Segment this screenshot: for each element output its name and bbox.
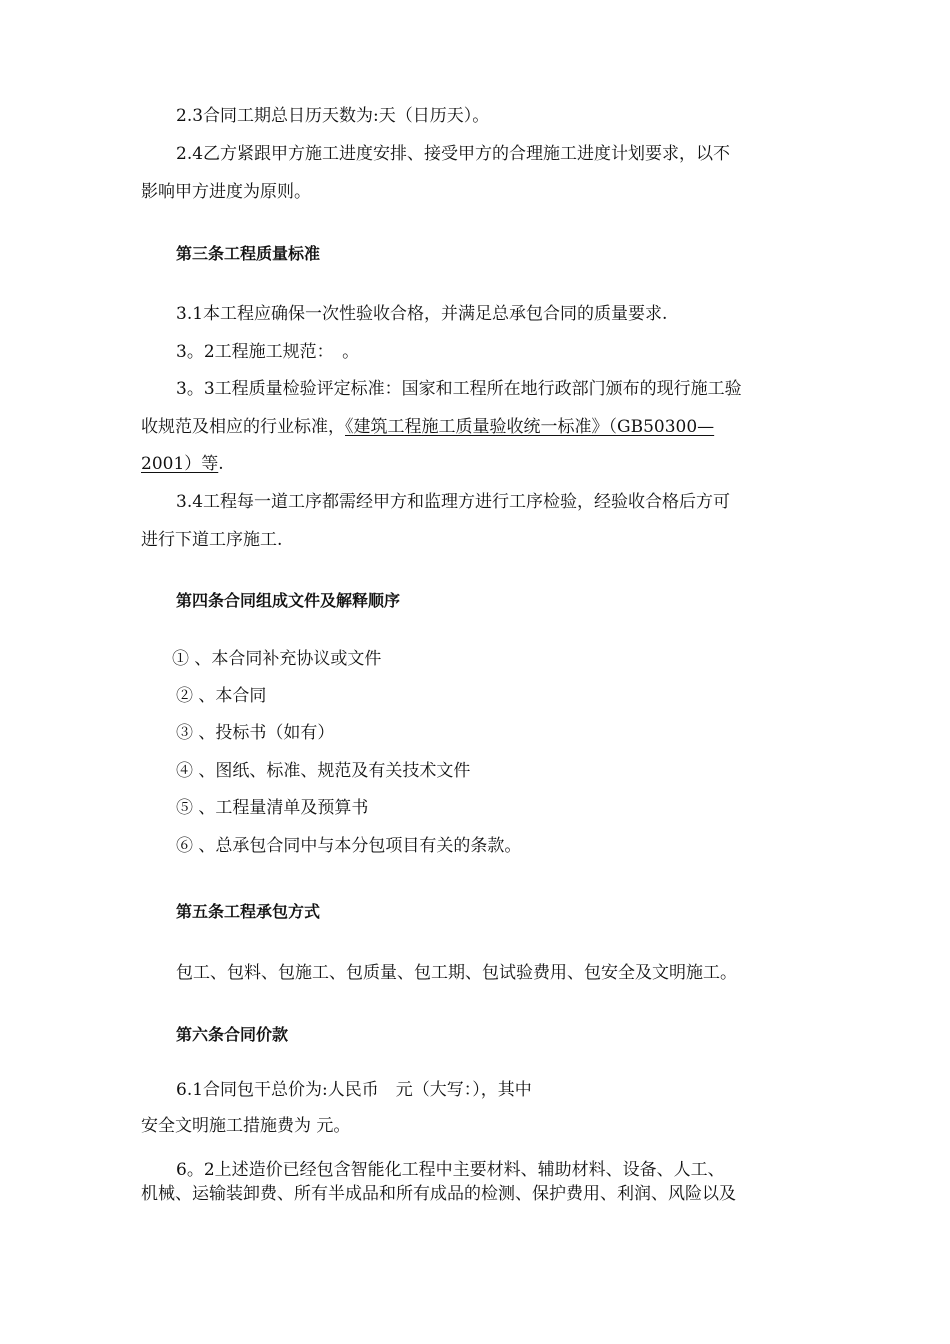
standard-reference-link[interactable]: 《建筑工程施工质量验收统一标准》（GB50300— <box>345 417 715 437</box>
clause-3-1: 3.1本工程应确保一次性验收合格，并满足总承包合同的质量要求. <box>176 304 668 324</box>
section-4-heading: 第四条合同组成文件及解释顺序 <box>176 591 401 610</box>
list-item: ① 、本合同补充协议或文件 <box>172 649 382 669</box>
section-3-heading: 第三条工程质量标准 <box>176 244 321 263</box>
section-6-heading: 第六条合同价款 <box>176 1025 289 1044</box>
clause-2-4-line1: 2.4乙方紧跟甲方施工进度安排、接受甲方的合理施工进度计划要求，以不 <box>176 144 731 164</box>
clause-3-3-text: 收规范及相应的行业标准， <box>141 417 345 437</box>
clause-3-3-line3 <box>141 452 224 476</box>
standard-reference-link-end[interactable]: 2001）等 <box>141 454 219 474</box>
list-item: ⑥ 、总承包合同中与本分包项目有关的条款。 <box>176 836 522 856</box>
clause-3-2: 3。2工程施工规范： 。 <box>176 342 360 362</box>
list-item: ④ 、图纸、标准、规范及有关技术文件 <box>176 761 471 781</box>
clause-6-1-line2: 安全文明施工措施费为 元。 <box>141 1116 351 1136</box>
section-5-body: 包工、包料、包施工、包质量、包工期、包试验费用、包安全及文明施工。 <box>176 963 737 983</box>
clause-3-3-line1: 3。3工程质量检验评定标准：国家和工程所在地行政部门颁布的现行施工验 <box>176 379 742 399</box>
clause-3-4-line1: 3.4工程每一道工序都需经甲方和监理方进行工序检验，经验收合格后方可 <box>176 492 731 512</box>
clause-6-2-line1: 6。2上述造价已经包含智能化工程中主要材料、辅助材料、设备、人工、 <box>176 1160 725 1180</box>
clause-2-3: 2.3合同工期总日历天数为:天（日历天）。 <box>176 106 490 126</box>
clause-6-1-line1: 6.1合同包干总价为:人民币 元（大写：），其中 <box>176 1080 532 1100</box>
clause-3-3-line2 <box>141 415 714 439</box>
list-item: ⑤ 、工程量清单及预算书 <box>176 798 369 818</box>
list-item: ③ 、投标书（如有） <box>176 723 335 743</box>
clause-2-4-line2: 影响甲方进度为原则。 <box>141 182 311 202</box>
list-item: ② 、本合同 <box>176 686 267 706</box>
clause-3-4-line2: 进行下道工序施工. <box>141 530 283 550</box>
section-5-heading: 第五条工程承包方式 <box>176 902 321 921</box>
clause-3-3-end: . <box>218 454 224 474</box>
clause-6-2-line2: 机械、运输装卸费、所有半成品和所有成品的检测、保护费用、利润、风险以及 <box>141 1184 736 1204</box>
